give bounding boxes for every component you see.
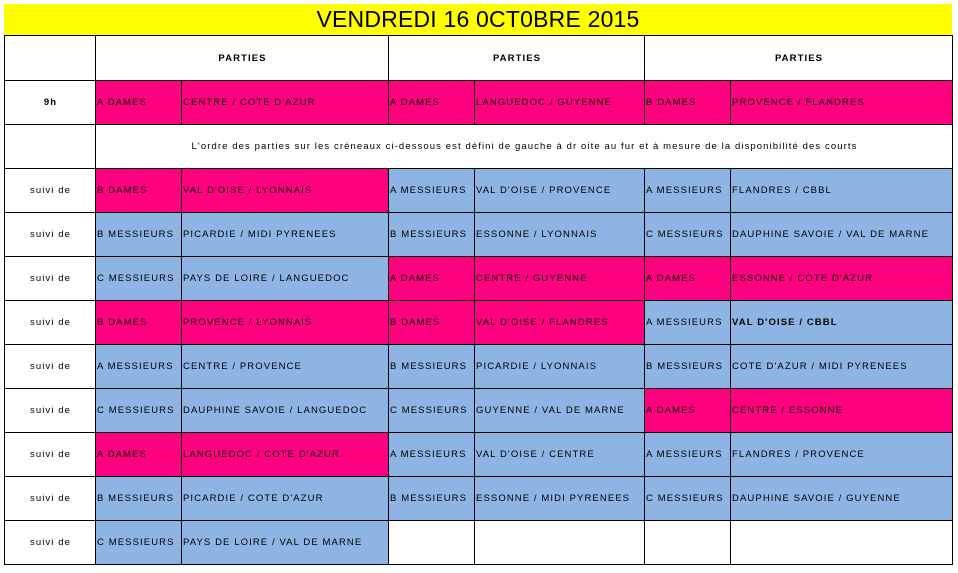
match-teams: CENTRE / PROVENCE — [182, 345, 389, 389]
match-teams: ESSONNE / COTE D'AZUR — [731, 257, 953, 301]
time-slot: suivi de — [5, 301, 96, 345]
match-category: B MESSIEURS — [96, 213, 182, 257]
match-category: B DAMES — [389, 301, 475, 345]
match-teams: ESSONNE / MIDI PYRENEES — [475, 477, 645, 521]
match-category: A DAMES — [645, 257, 731, 301]
match-teams: FLANDRES / PROVENCE — [731, 433, 953, 477]
table-row — [5, 345, 953, 389]
match-category: A MESSIEURS — [96, 345, 182, 389]
time-slot: suivi de — [5, 477, 96, 521]
match-category: B MESSIEURS — [96, 477, 182, 521]
match-teams: COTE D'AZUR / MIDI PYRENEES — [731, 345, 953, 389]
match-category: A DAMES — [389, 257, 475, 301]
match-category: C MESSIEURS — [96, 389, 182, 433]
match-teams: PAYS DE LOIRE / VAL DE MARNE — [182, 521, 389, 565]
match-category: C MESSIEURS — [96, 521, 182, 565]
match-category — [645, 521, 731, 565]
match-teams: VAL D'OISE / CENTRE — [475, 433, 645, 477]
match-teams: ESSONNE / LYONNAIS — [475, 213, 645, 257]
match-category: A MESSIEURS — [645, 433, 731, 477]
match-teams: FLANDRES / CBBL — [731, 169, 953, 213]
time-slot: suivi de — [5, 433, 96, 477]
match-teams: CENTRE / COTE D'AZUR — [182, 81, 389, 125]
match-teams: DAUPHINE SAVOIE / GUYENNE — [731, 477, 953, 521]
time-slot: suivi de — [5, 169, 96, 213]
match-teams — [731, 521, 953, 565]
table-row — [5, 477, 953, 521]
match-category: A MESSIEURS — [645, 169, 731, 213]
table-row — [5, 433, 953, 477]
match-teams: PAYS DE LOIRE / LANGUEDOC — [182, 257, 389, 301]
match-category: A DAMES — [389, 81, 475, 125]
match-category: C MESSIEURS — [645, 477, 731, 521]
match-teams: VAL D'OISE / CBBL — [731, 301, 953, 345]
match-category: B MESSIEURS — [389, 477, 475, 521]
header-parties-3: PARTIES — [645, 36, 953, 81]
match-category: B MESSIEURS — [645, 345, 731, 389]
table-row — [5, 257, 953, 301]
header-parties-1: PARTIES — [96, 36, 389, 81]
match-teams: PICARDIE / LYONNAIS — [475, 345, 645, 389]
notice-blank — [5, 125, 96, 169]
match-teams: PROVENCE / LYONNAIS — [182, 301, 389, 345]
match-teams: VAL D'OISE / LYONNAIS — [182, 169, 389, 213]
match-teams: VAL D'OISE / PROVENCE — [475, 169, 645, 213]
match-category: A MESSIEURS — [389, 169, 475, 213]
table-row — [5, 81, 953, 125]
match-category — [389, 521, 475, 565]
table-row — [5, 301, 953, 345]
match-category: A DAMES — [645, 389, 731, 433]
time-slot: suivi de — [5, 213, 96, 257]
match-teams — [475, 521, 645, 565]
match-teams: PICARDIE / MIDI PYRENEES — [182, 213, 389, 257]
table-row — [5, 169, 953, 213]
match-category: B DAMES — [96, 301, 182, 345]
notice-row — [5, 125, 953, 169]
match-category: C MESSIEURS — [96, 257, 182, 301]
time-slot: suivi de — [5, 389, 96, 433]
match-category: A MESSIEURS — [645, 301, 731, 345]
match-teams: DAUPHINE SAVOIE / LANGUEDOC — [182, 389, 389, 433]
time-slot: 9h — [5, 81, 96, 125]
match-category: B MESSIEURS — [389, 213, 475, 257]
order-notice: L'ordre des parties sur les créneaux ci-dessous est défini de gauche à dr oite au fur et à mesure de la disponibilité des courts — [96, 125, 953, 169]
match-category: B DAMES — [96, 169, 182, 213]
match-category: C MESSIEURS — [645, 213, 731, 257]
match-category: C MESSIEURS — [389, 389, 475, 433]
time-slot: suivi de — [5, 345, 96, 389]
time-slot: suivi de — [5, 521, 96, 565]
match-category: B MESSIEURS — [389, 345, 475, 389]
table-row — [5, 213, 953, 257]
match-category: A DAMES — [96, 81, 182, 125]
match-teams: CENTRE / GUYENNE — [475, 257, 645, 301]
match-teams: DAUPHINE SAVOIE / VAL DE MARNE — [731, 213, 953, 257]
match-teams: PICARDIE / COTE D'AZUR — [182, 477, 389, 521]
table-row — [5, 521, 953, 565]
match-category: A MESSIEURS — [389, 433, 475, 477]
match-teams: VAL D'OISE / FLANDRES — [475, 301, 645, 345]
schedule-table — [4, 35, 953, 565]
match-teams: LANGUEDOC / GUYENNE — [475, 81, 645, 125]
time-slot: suivi de — [5, 257, 96, 301]
header-parties-2: PARTIES — [389, 36, 645, 81]
match-teams: GUYENNE / VAL DE MARNE — [475, 389, 645, 433]
match-teams: LANGUEDOC / COTE D'AZUR — [182, 433, 389, 477]
table-row — [5, 389, 953, 433]
match-teams: CENTRE / ESSONNE — [731, 389, 953, 433]
page-title: VENDREDI 16 0CT0BRE 2015 — [4, 4, 952, 35]
match-category: B DAMES — [645, 81, 731, 125]
header-row — [5, 36, 953, 81]
match-category: A DAMES — [96, 433, 182, 477]
header-blank — [5, 36, 96, 81]
match-teams: PROVENCE / FLANDRES — [731, 81, 953, 125]
